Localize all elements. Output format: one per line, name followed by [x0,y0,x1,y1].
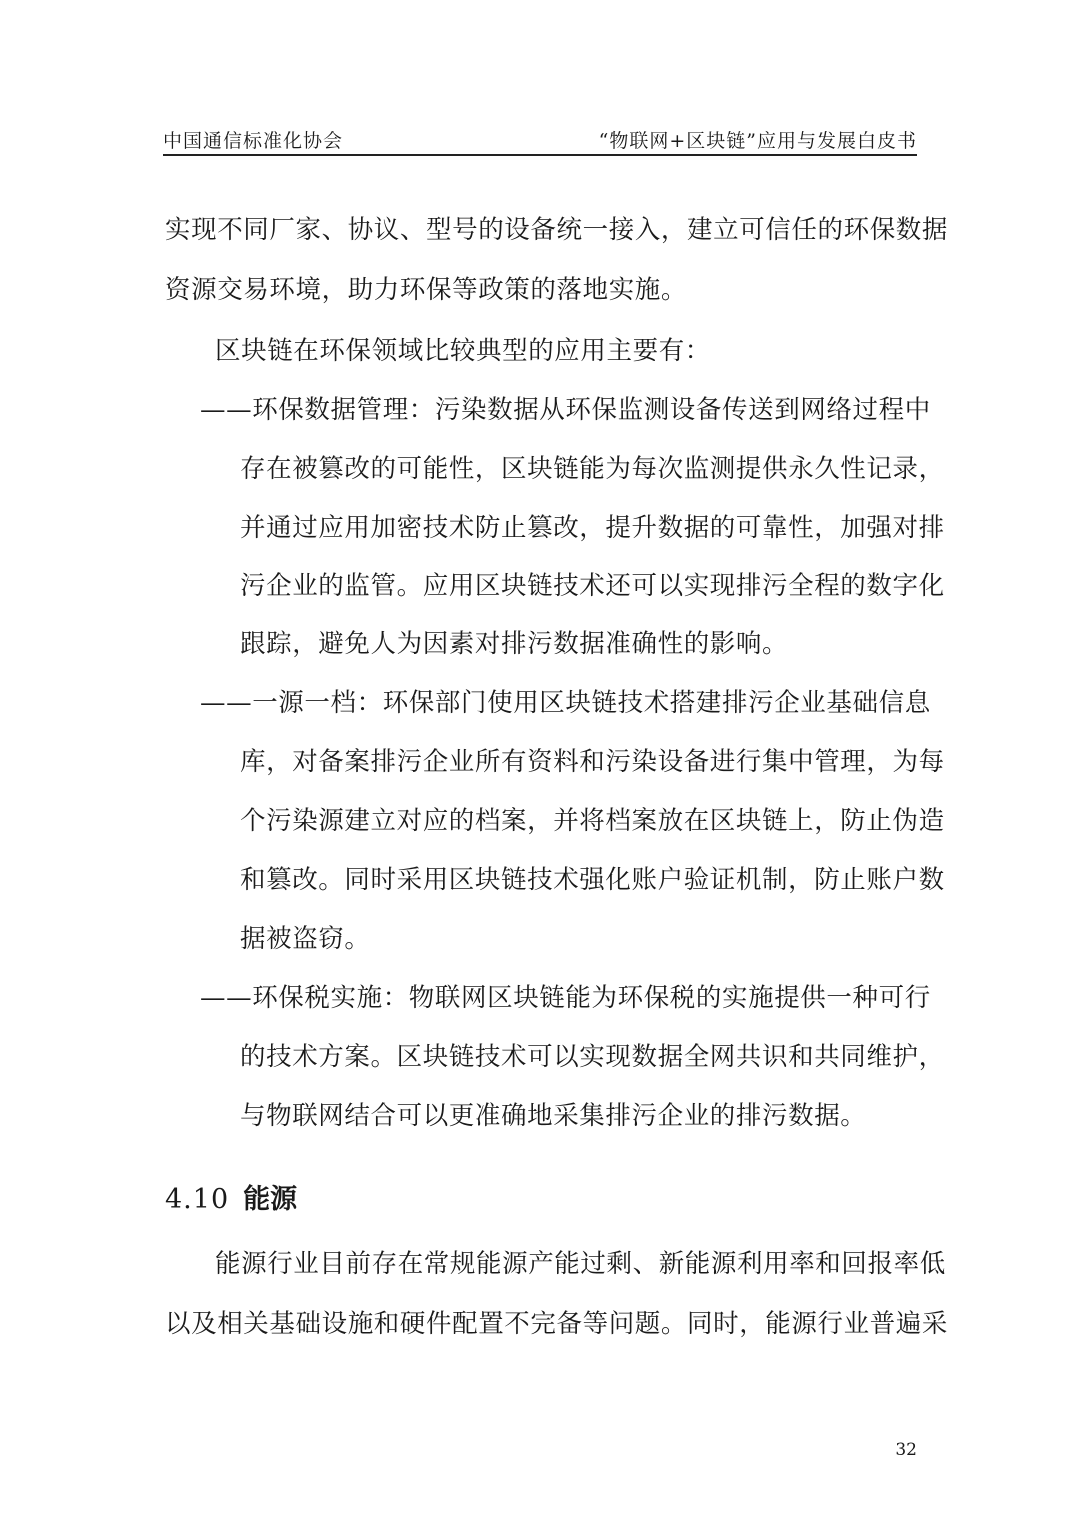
list-item-line: 跟踪，避免人为因素对排污数据准确性的影响。 [240,629,789,659]
list-item-line: ——一源一档：环保部门使用区块链技术搭建排污企业基础信息 [200,688,931,718]
list-item-line: 据被盗窃。 [240,924,371,954]
list-item-line: 个污染源建立对应的档案，并将档案放在区块链上，防止伪造 [240,806,945,836]
page-number: 32 [895,1440,917,1460]
section-title: 能源 [243,1184,298,1215]
section-number: 4.10 [165,1184,230,1215]
paragraph-line: 以及相关基础设施和硬件配置不完备等问题。同时，能源行业普遍采 [165,1309,949,1339]
list-item-line: 和篡改。同时采用区块链技术强化账户验证机制，防止账户数 [240,865,945,895]
paragraph-line: 能源行业目前存在常规能源产能过剩、新能源利用率和回报率低 [215,1249,946,1279]
paragraph-line: 资源交易环境，助力环保等政策的落地实施。 [165,275,688,305]
header-divider [163,154,917,156]
paragraph-line: 实现不同厂家、协议、型号的设备统一接入，建立可信任的环保数据 [165,215,949,245]
list-item-line: 与物联网结合可以更准确地采集排污企业的排污数据。 [240,1101,867,1131]
list-item-line: ——环保税实施：物联网区块链能为环保税的实施提供一种可行 [200,983,931,1013]
list-item-line: 污企业的监管。应用区块链技术还可以实现排污全程的数字化 [240,571,945,601]
list-item-line: 存在被篡改的可能性，区块链能为每次监测提供永久性记录， [240,454,945,484]
header-document-title: “物联网+区块链”应用与发展白皮书 [598,130,917,152]
page-header [163,122,917,152]
section-heading [165,1177,297,1216]
list-item-line: ——环保数据管理：污染数据从环保监测设备传送到网络过程中 [200,395,931,425]
list-item-line: 并通过应用加密技术防止篡改，提升数据的可靠性，加强对排 [240,513,945,543]
list-item-line: 的技术方案。区块链技术可以实现数据全网共识和共同维护， [240,1042,945,1072]
paragraph-line: 区块链在环保领域比较典型的应用主要有： [215,336,711,366]
header-organization: 中国通信标准化协会 [163,130,344,152]
list-item-line: 库，对备案排污企业所有资料和污染设备进行集中管理，为每 [240,747,945,777]
